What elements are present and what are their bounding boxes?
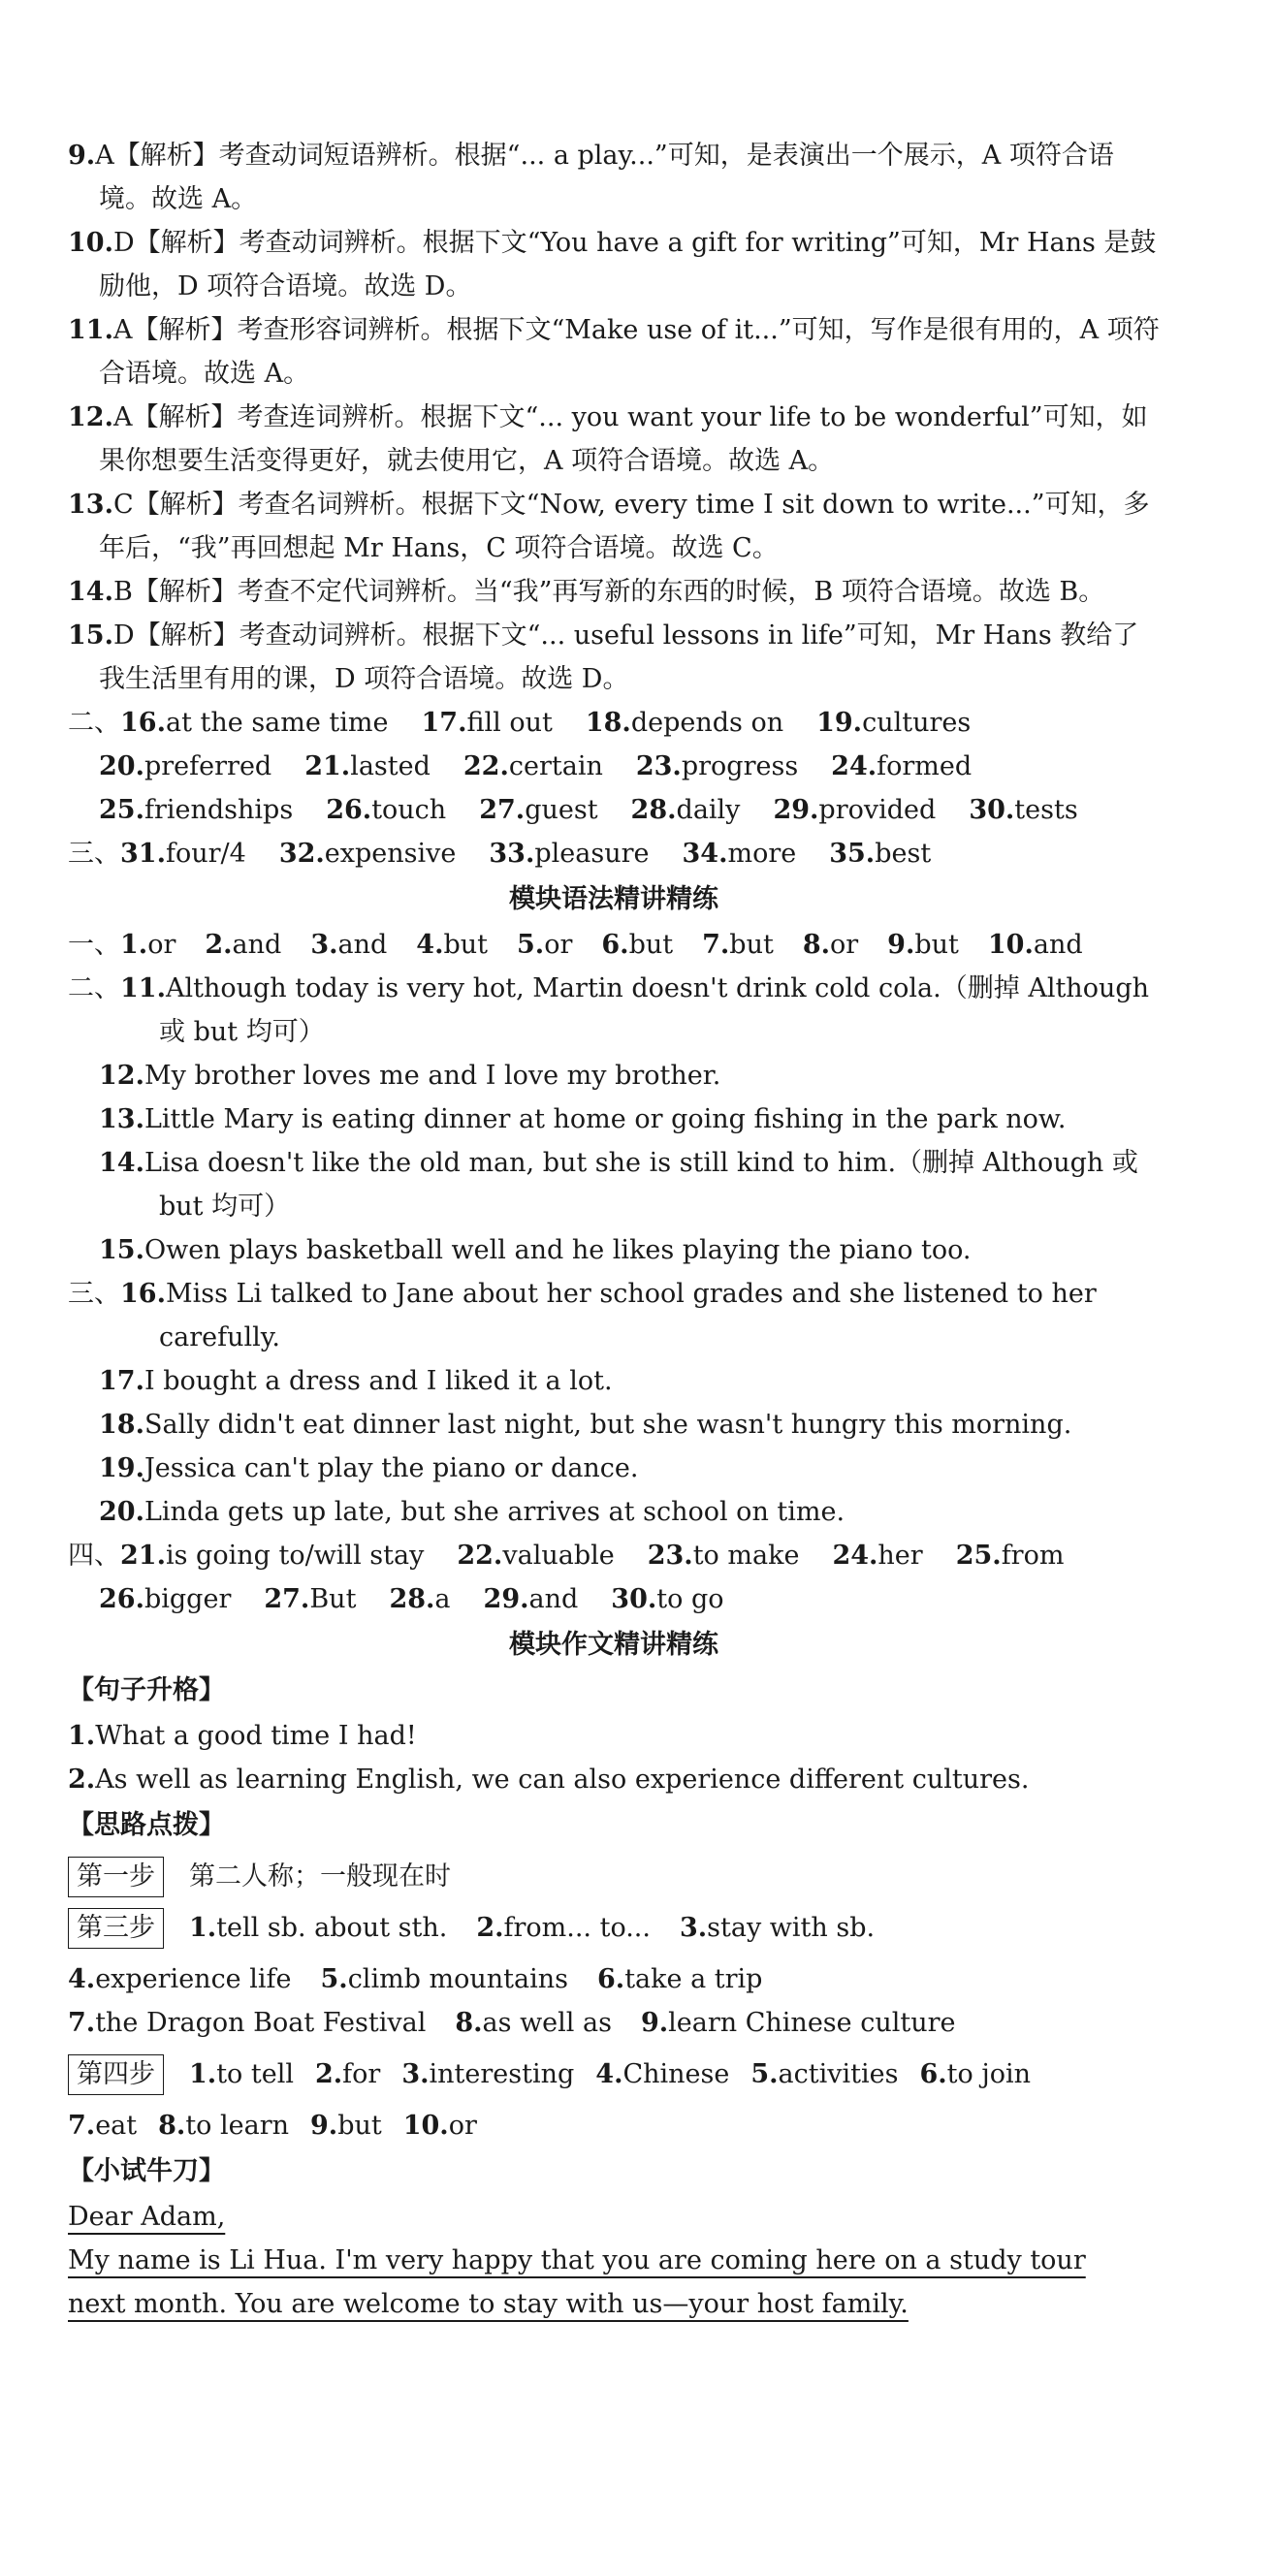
answer-number: 22. (463, 751, 509, 781)
answer-text: to tell (216, 2059, 294, 2089)
sentence-item (68, 1403, 1160, 1447)
answer-item (189, 2059, 294, 2089)
answer-number: 28. (630, 795, 677, 825)
letter-line-2: next month. You are welcome to stay with us—your host family. (68, 2289, 909, 2319)
answer-number: 17. (99, 1366, 144, 1396)
answer-item (832, 1534, 922, 1577)
answer-text: take a trip (624, 1964, 763, 1994)
answer-number: 5. (750, 2059, 779, 2089)
answer-item (683, 832, 797, 875)
answer-text: guest (525, 795, 598, 825)
step-three-line-1 (189, 1913, 904, 1943)
sentence-item (68, 1272, 1160, 1359)
answer-text: the Dragon Boat Festival (95, 2008, 427, 2038)
answer-item (120, 832, 246, 875)
sentence-text: Sally didn't eat dinner last night, but she wasn't hungry this morning. (144, 1410, 1072, 1440)
answer-item (489, 832, 649, 875)
answer-text: Chinese (622, 2059, 730, 2089)
answer-text: formed (877, 751, 973, 781)
answer-text: climb mountains (347, 1964, 569, 1994)
section-prefix: 四、 (68, 1541, 120, 1571)
answer-item (831, 745, 972, 788)
answer-number: 25. (955, 1541, 1002, 1571)
explanation-text: D【解析】考查动词辨析。根据下文“You have a gift for writing”可知，Mr Hans 是鼓励他，D 项符合语境。故选 D。 (99, 228, 1157, 302)
answer-item (919, 2059, 1031, 2089)
answer-row (68, 745, 1160, 788)
answer-number: 10. (402, 2111, 449, 2141)
answer-item (401, 2059, 574, 2089)
answer-number: 7. (68, 2111, 96, 2141)
answer-number: 14. (68, 577, 113, 607)
answer-text: tests (1014, 795, 1078, 825)
sentence-upgrade-item (68, 1714, 1160, 1758)
answer-item (479, 788, 597, 832)
sentence-upgrade-heading: 【句子升格】 (68, 1675, 225, 1705)
writing-section-title: 模块作文精讲精练 (509, 1630, 718, 1660)
sentence-item (68, 1490, 1160, 1534)
sentence-text: Although today is very hot, Martin doesn't drink cold cola.（删掉 Although 或 but 均可） (159, 973, 1150, 1047)
answer-item (595, 2059, 729, 2089)
step-three-label: 第三步 (68, 1908, 164, 1949)
sentence-item (68, 1054, 1160, 1097)
answer-item (120, 701, 389, 745)
answer-number: 19. (99, 1453, 144, 1483)
answer-text: as well as (482, 2008, 612, 2038)
sentence-text: What a good time I had! (95, 1721, 417, 1751)
answer-text: and (232, 930, 282, 960)
answer-number: 4. (416, 930, 444, 960)
answer-text: for (342, 2059, 381, 2089)
answer-item (611, 1577, 723, 1621)
answer-item (403, 2104, 477, 2147)
answer-text: a (434, 1584, 451, 1614)
answer-row (68, 701, 1160, 745)
answer-number: 23. (647, 1541, 693, 1571)
answer-text: at the same time (165, 708, 389, 738)
sentence-item (68, 1228, 1160, 1272)
section-two (68, 701, 1160, 832)
sentence-text: Lisa doesn't like the old man, but she is still kind to him.（删掉 Although 或 but 均可） (144, 1148, 1138, 1222)
answer-number: 20. (99, 1497, 144, 1527)
sentence-item (68, 1447, 1160, 1490)
answer-text: is going to/will stay (165, 1541, 425, 1571)
answer-row (68, 1577, 1160, 1621)
answer-item (99, 788, 293, 832)
grammar-section-title: 模块语法精讲精练 (509, 884, 718, 914)
answer-item (304, 745, 431, 788)
answer-item (887, 923, 959, 967)
answer-number: 9. (310, 2111, 338, 2141)
answer-number: 6. (919, 2059, 947, 2089)
answer-number: 12. (68, 402, 113, 432)
answer-text: cultures (862, 708, 972, 738)
answer-number: 30. (969, 795, 1015, 825)
answer-number: 27. (264, 1584, 310, 1614)
answer-item (264, 1577, 356, 1621)
answer-number: 5. (320, 1964, 348, 1994)
answer-item (956, 1534, 1065, 1577)
answer-text: and (337, 930, 388, 960)
answer-number: 29. (483, 1584, 529, 1614)
answer-number: 19. (816, 708, 863, 738)
answer-text: but (729, 930, 774, 960)
answer-item (189, 1913, 447, 1943)
answer-text: or (544, 930, 573, 960)
answer-text: from... to... (503, 1913, 651, 1943)
answer-text: But (309, 1584, 357, 1614)
answer-number: 15. (68, 620, 113, 651)
explanation-item (68, 134, 1160, 221)
answer-number: 1. (120, 930, 148, 960)
sentence-upgrade-item (68, 1758, 1160, 1801)
sentence-text: Owen plays basketball well and he likes playing the piano too. (144, 1235, 972, 1265)
answer-text: activities (778, 2059, 899, 2089)
answer-number: 20. (99, 751, 144, 781)
answer-item (68, 2104, 137, 2147)
sentence-text: I bought a dress and I liked it a lot. (144, 1366, 613, 1396)
answer-text: but (337, 2111, 382, 2141)
answer-text: preferred (144, 751, 272, 781)
answer-number: 16. (120, 708, 166, 738)
answer-number: 7. (702, 930, 730, 960)
grammar-part-three (68, 1272, 1160, 1534)
answer-number: 31. (120, 839, 166, 869)
answer-row (68, 788, 1160, 832)
answer-number: 13. (99, 1104, 144, 1134)
explanation-text: B【解析】考查不定代词辨析。当“我”再写新的东西的时候，B 项符合语境。故选 B。 (112, 577, 1105, 607)
answer-number: 32. (278, 839, 325, 869)
sentence-item (68, 967, 1160, 1054)
answer-item (988, 923, 1083, 967)
answer-text: expensive (324, 839, 457, 869)
step-one-label: 第一步 (68, 1857, 164, 1897)
answer-number: 10. (68, 228, 113, 258)
step-four-label: 第四步 (68, 2054, 164, 2095)
section-prefix: 一、 (68, 930, 120, 960)
answer-text: eat (95, 2111, 138, 2141)
answer-item (648, 1534, 800, 1577)
answer-text: bigger (144, 1584, 232, 1614)
answer-number: 16. (120, 1279, 166, 1309)
section-three (68, 832, 1160, 875)
answer-number: 26. (99, 1584, 144, 1614)
explanation-text: A【解析】考查形容词辨析。根据下文“Make use of it...”可知，写作是很有用的，A 项符合语境。故选 A。 (99, 315, 1160, 389)
grammar-part-two (68, 967, 1160, 1272)
answer-number: 2. (68, 1765, 96, 1795)
answer-item (99, 745, 271, 788)
answer-number: 3. (401, 2059, 430, 2089)
answer-number: 27. (479, 795, 526, 825)
answer-item (457, 1534, 614, 1577)
answer-number: 22. (457, 1541, 503, 1571)
explanation-item (68, 570, 1160, 614)
answer-item (158, 2104, 289, 2147)
answer-text: from (1001, 1541, 1065, 1571)
sentence-text: Jessica can't play the piano or dance. (144, 1453, 639, 1483)
answer-text: experience life (95, 1964, 292, 1994)
answer-text: friendships (144, 795, 294, 825)
answer-text: and (528, 1584, 579, 1614)
step-three-line-2 (68, 1957, 1160, 2001)
answer-item (315, 2059, 380, 2089)
answer-number: 9. (640, 2008, 669, 2038)
answer-item (310, 2104, 382, 2147)
answer-number: 12. (99, 1061, 144, 1091)
step-four-line-2 (68, 2104, 1160, 2147)
answer-text: to learn (185, 2111, 290, 2141)
answer-number: 1. (189, 1913, 217, 1943)
explanation-item (68, 614, 1160, 701)
idea-guide-heading: 【思路点拨】 (68, 1810, 225, 1840)
answer-number: 14. (99, 1148, 144, 1178)
answer-item (422, 701, 553, 745)
answer-text: to go (656, 1584, 724, 1614)
answer-text: but (914, 930, 959, 960)
answer-number: 26. (326, 795, 372, 825)
sentence-text: As well as learning English, we can also experience different cultures. (95, 1765, 1030, 1795)
answer-item (750, 2059, 898, 2089)
answer-number: 35. (829, 839, 876, 869)
answer-text: lasted (350, 751, 431, 781)
answer-item (829, 832, 931, 875)
answer-item (389, 1577, 450, 1621)
explanation-item (68, 396, 1160, 483)
sentence-upgrade-list (68, 1714, 1160, 1801)
answer-number: 23. (635, 751, 682, 781)
answer-number: 8. (158, 2111, 186, 2141)
answer-item (326, 788, 446, 832)
answer-number: 18. (585, 708, 631, 738)
answer-item (476, 1913, 651, 1943)
answer-item (636, 745, 798, 788)
sentence-text: Little Mary is eating dinner at home or going fishing in the park now. (144, 1104, 1067, 1134)
step-three-line-3 (68, 2001, 1160, 2045)
answer-number: 29. (773, 795, 819, 825)
answer-text: daily (676, 795, 741, 825)
answer-text: touch (371, 795, 447, 825)
answer-text: to make (692, 1541, 800, 1571)
answer-text: tell sb. about sth. (216, 1913, 448, 1943)
answer-number: 7. (68, 2008, 96, 2038)
answer-row (68, 832, 1160, 875)
answer-item (120, 923, 175, 967)
answer-item (279, 832, 457, 875)
answer-item (205, 923, 281, 967)
answer-item (597, 1957, 762, 2001)
explanation-text: C【解析】考查名词辨析。根据下文“Now, every time I sit down to write...”可知，多年后，“我”再回想起 Mr Hans，C 项符合语境。故选 C。 (99, 490, 1150, 563)
answer-text: learn Chinese culture (668, 2008, 956, 2038)
answer-item (586, 701, 783, 745)
letter-line-1: My name is Li Hua. I'm very happy that you are coming here on a study tour (68, 2245, 1086, 2275)
answer-item (484, 1577, 579, 1621)
step-four-row (68, 2052, 1160, 2096)
answer-number: 10. (987, 930, 1034, 960)
answer-text: best (875, 839, 932, 869)
step-one-row (68, 1855, 1160, 1898)
answer-text: but (443, 930, 489, 960)
answer-item (99, 1577, 231, 1621)
answer-number: 6. (601, 930, 629, 960)
answer-row (68, 923, 1160, 967)
sentence-text: My brother loves me and I love my brother. (144, 1061, 721, 1091)
explanation-text: A【解析】考查动词短语辨析。根据“... a play...”可知，是表演出一个展示，A 项符合语境。故选 A。 (95, 141, 1114, 214)
answer-number: 13. (68, 490, 113, 520)
answer-item (641, 2001, 956, 2045)
answer-item (803, 923, 858, 967)
answer-item (517, 923, 572, 967)
answer-text: stay with sb. (707, 1913, 876, 1943)
answer-item (321, 1957, 569, 2001)
answer-number: 9. (887, 930, 915, 960)
answer-item (463, 745, 603, 788)
answer-number: 5. (517, 930, 545, 960)
answer-text: pleasure (534, 839, 650, 869)
step-one-text: 第二人称；一般现在时 (189, 1861, 451, 1892)
answer-number: 18. (99, 1410, 144, 1440)
step-three-row (68, 1906, 1160, 1950)
section-prefix: 三、 (68, 839, 120, 869)
answer-number: 33. (489, 839, 535, 869)
answer-item (631, 788, 741, 832)
answer-text: provided (818, 795, 937, 825)
answer-number: 21. (304, 751, 351, 781)
answer-number: 3. (679, 1913, 708, 1943)
sentence-item (68, 1141, 1160, 1228)
answer-number: 24. (831, 751, 877, 781)
letter-greeting: Dear Adam, (68, 2202, 226, 2232)
answer-item (601, 923, 673, 967)
answer-item (310, 923, 387, 967)
answer-text: fill out (466, 708, 553, 738)
answer-number: 15. (99, 1235, 144, 1265)
answer-item (68, 2001, 426, 2045)
answer-number: 25. (99, 795, 144, 825)
answer-text: depends on (630, 708, 784, 738)
explanation-item (68, 221, 1160, 308)
answer-item (416, 923, 488, 967)
section-prefix: 二、 (68, 973, 120, 1003)
answer-text: or (147, 930, 176, 960)
answer-number: 1. (189, 2059, 217, 2089)
step-four-line-1 (189, 2059, 1052, 2089)
answer-number: 34. (682, 839, 728, 869)
answer-item (816, 701, 971, 745)
answer-number: 1. (68, 1721, 96, 1751)
answer-number: 30. (611, 1584, 657, 1614)
answer-number: 21. (120, 1541, 166, 1571)
answer-text: more (727, 839, 797, 869)
answer-text: or (448, 2111, 477, 2141)
try-heading: 【小试牛刀】 (68, 2156, 225, 2186)
answer-number: 9. (68, 141, 96, 171)
answer-number: 2. (476, 1913, 504, 1943)
answer-number: 24. (832, 1541, 878, 1571)
answer-number: 28. (389, 1584, 435, 1614)
answer-number: 2. (205, 930, 233, 960)
answer-text: to join (946, 2059, 1031, 2089)
answer-number: 3. (310, 930, 338, 960)
answer-text: valuable (502, 1541, 615, 1571)
answer-row (68, 1534, 1160, 1577)
sentence-text: Linda gets up late, but she arrives at school on time. (144, 1497, 845, 1527)
answer-number: 4. (68, 1964, 96, 1994)
answer-number: 2. (314, 2059, 343, 2089)
explanation-item (68, 483, 1160, 570)
sentence-item (68, 1359, 1160, 1403)
answer-item (773, 788, 936, 832)
answer-number: 8. (455, 2008, 483, 2038)
answer-item (702, 923, 774, 967)
letter (68, 2195, 1160, 2326)
answer-text: but (628, 930, 674, 960)
grammar-part-one (68, 923, 1160, 967)
answer-text: her (877, 1541, 923, 1571)
section-prefix: 三、 (68, 1279, 120, 1309)
answer-text: and (1033, 930, 1083, 960)
answer-text: certain (508, 751, 603, 781)
answer-text: four/4 (165, 839, 246, 869)
answer-number: 6. (597, 1964, 625, 1994)
answer-text: or (830, 930, 859, 960)
section-prefix: 二、 (68, 708, 120, 738)
answer-number: 8. (802, 930, 830, 960)
explanation-text: A【解析】考查连词辨析。根据下文“... you want your life to be wonderful”可知，如果你想要生活变得更好，就去使用它，A 项符合语境。故选 A。 (99, 402, 1148, 476)
answer-list-cloze (68, 134, 1160, 701)
answer-number: 11. (68, 315, 113, 345)
answer-number: 17. (421, 708, 467, 738)
answer-item (68, 1957, 292, 2001)
answer-number: 11. (120, 973, 166, 1003)
explanation-item (68, 308, 1160, 396)
grammar-part-four (68, 1534, 1160, 1621)
answer-number: 4. (595, 2059, 623, 2089)
answer-item (969, 788, 1077, 832)
answer-text: progress (681, 751, 799, 781)
answer-item (680, 1913, 875, 1943)
answer-item (455, 2001, 612, 2045)
sentence-item (68, 1097, 1160, 1141)
answer-item (120, 1534, 424, 1577)
sentence-text: Miss Li talked to Jane about her school grades and she listened to her carefully. (159, 1279, 1097, 1352)
answer-text: interesting (429, 2059, 575, 2089)
explanation-text: D【解析】考查动词辨析。根据下文“... useful lessons in life”可知，Mr Hans 教给了我生活里有用的课，D 项符合语境。故选 D。 (99, 620, 1139, 694)
